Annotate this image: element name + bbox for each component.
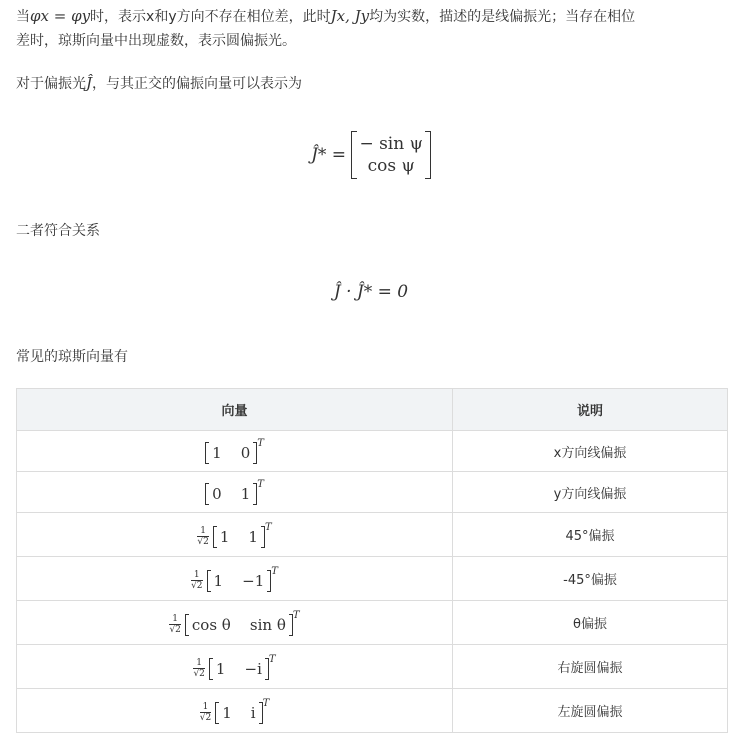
jones-vector: $\frac{1}{√2}$ cos θ $\sin \theta^T$ (169, 609, 300, 635)
description-cell: x方向线偏振 (453, 431, 728, 472)
table-row (17, 513, 728, 557)
table-row (17, 431, 728, 472)
j-hat: Ĵ (86, 74, 93, 92)
phase-condition: φx = φy (30, 7, 91, 25)
orthogonality-equation: Ĵ · Ĵ* = 0 (333, 282, 409, 302)
description-cell: θ偏振 (453, 601, 728, 645)
orthogonal-equation: Ĵ* = − sin ψ cos ψ (0, 133, 742, 177)
header-description: 说明 (453, 389, 728, 431)
table-row (17, 472, 728, 513)
normalization-fraction: $\frac{1}{√2}$ (199, 702, 212, 723)
description-cell: 左旋圆偏振 (453, 689, 728, 733)
column-matrix: − sin ψ cos ψ (351, 133, 431, 177)
description-cell: -45°偏振 (453, 557, 728, 601)
normalization-fraction: $\frac{1}{√2}$ (169, 614, 181, 635)
vector-cell (17, 601, 453, 645)
description-cell: y方向线偏振 (453, 472, 728, 513)
description-cell: 右旋圆偏振 (453, 645, 728, 689)
vector-cell (17, 472, 453, 513)
jones-vector: 0 $1^T$ (205, 484, 264, 502)
jones-vector-table (16, 388, 728, 733)
normalization-fraction: $\frac{1}{√2}$ (193, 658, 205, 679)
table-row (17, 601, 728, 645)
jones-vector: $\frac{1}{√2}$ 1 $1^T$ (197, 521, 272, 547)
vector-cell (17, 645, 453, 689)
common-vectors-text: 常见的琼斯向量有 (16, 349, 128, 365)
table-row (17, 689, 728, 733)
relation-text: 二者符合关系 (16, 223, 100, 239)
table-header-row (17, 389, 728, 431)
intro-paragraph: 当φx = φy时，表示x和y方向不存在相位差，此时Jx, Jy均为实数，描述的是线偏振光；当存在相位 差时，琼斯向量中出现虚数，表示圆偏振光。 (16, 7, 636, 49)
header-vector: 向量 (17, 389, 453, 431)
jx-jy: Jx, Jy (330, 7, 370, 25)
vector-cell (17, 513, 453, 557)
normalization-fraction: $\frac{1}{√2}$ (191, 570, 203, 591)
jones-vector: $\frac{1}{√2}$ 1 $-1^T$ (191, 565, 278, 591)
jones-vector: 1 $0^T$ (205, 443, 264, 461)
normalization-fraction: $\frac{1}{√2}$ (197, 526, 209, 547)
vector-cell (17, 689, 453, 733)
jones-vector: $\frac{1}{√2}$ 1 $i^T$ (199, 697, 270, 723)
table-row (17, 557, 728, 601)
vector-cell (17, 557, 453, 601)
table-row (17, 645, 728, 689)
vector-cell (17, 431, 453, 472)
jones-vector: $\frac{1}{√2}$ 1 $-i^T$ (193, 653, 276, 679)
description-cell: 45°偏振 (453, 513, 728, 557)
orthogonal-paragraph: 对于偏振光Ĵ，与其正交的偏振向量可以表示为 (16, 74, 303, 92)
